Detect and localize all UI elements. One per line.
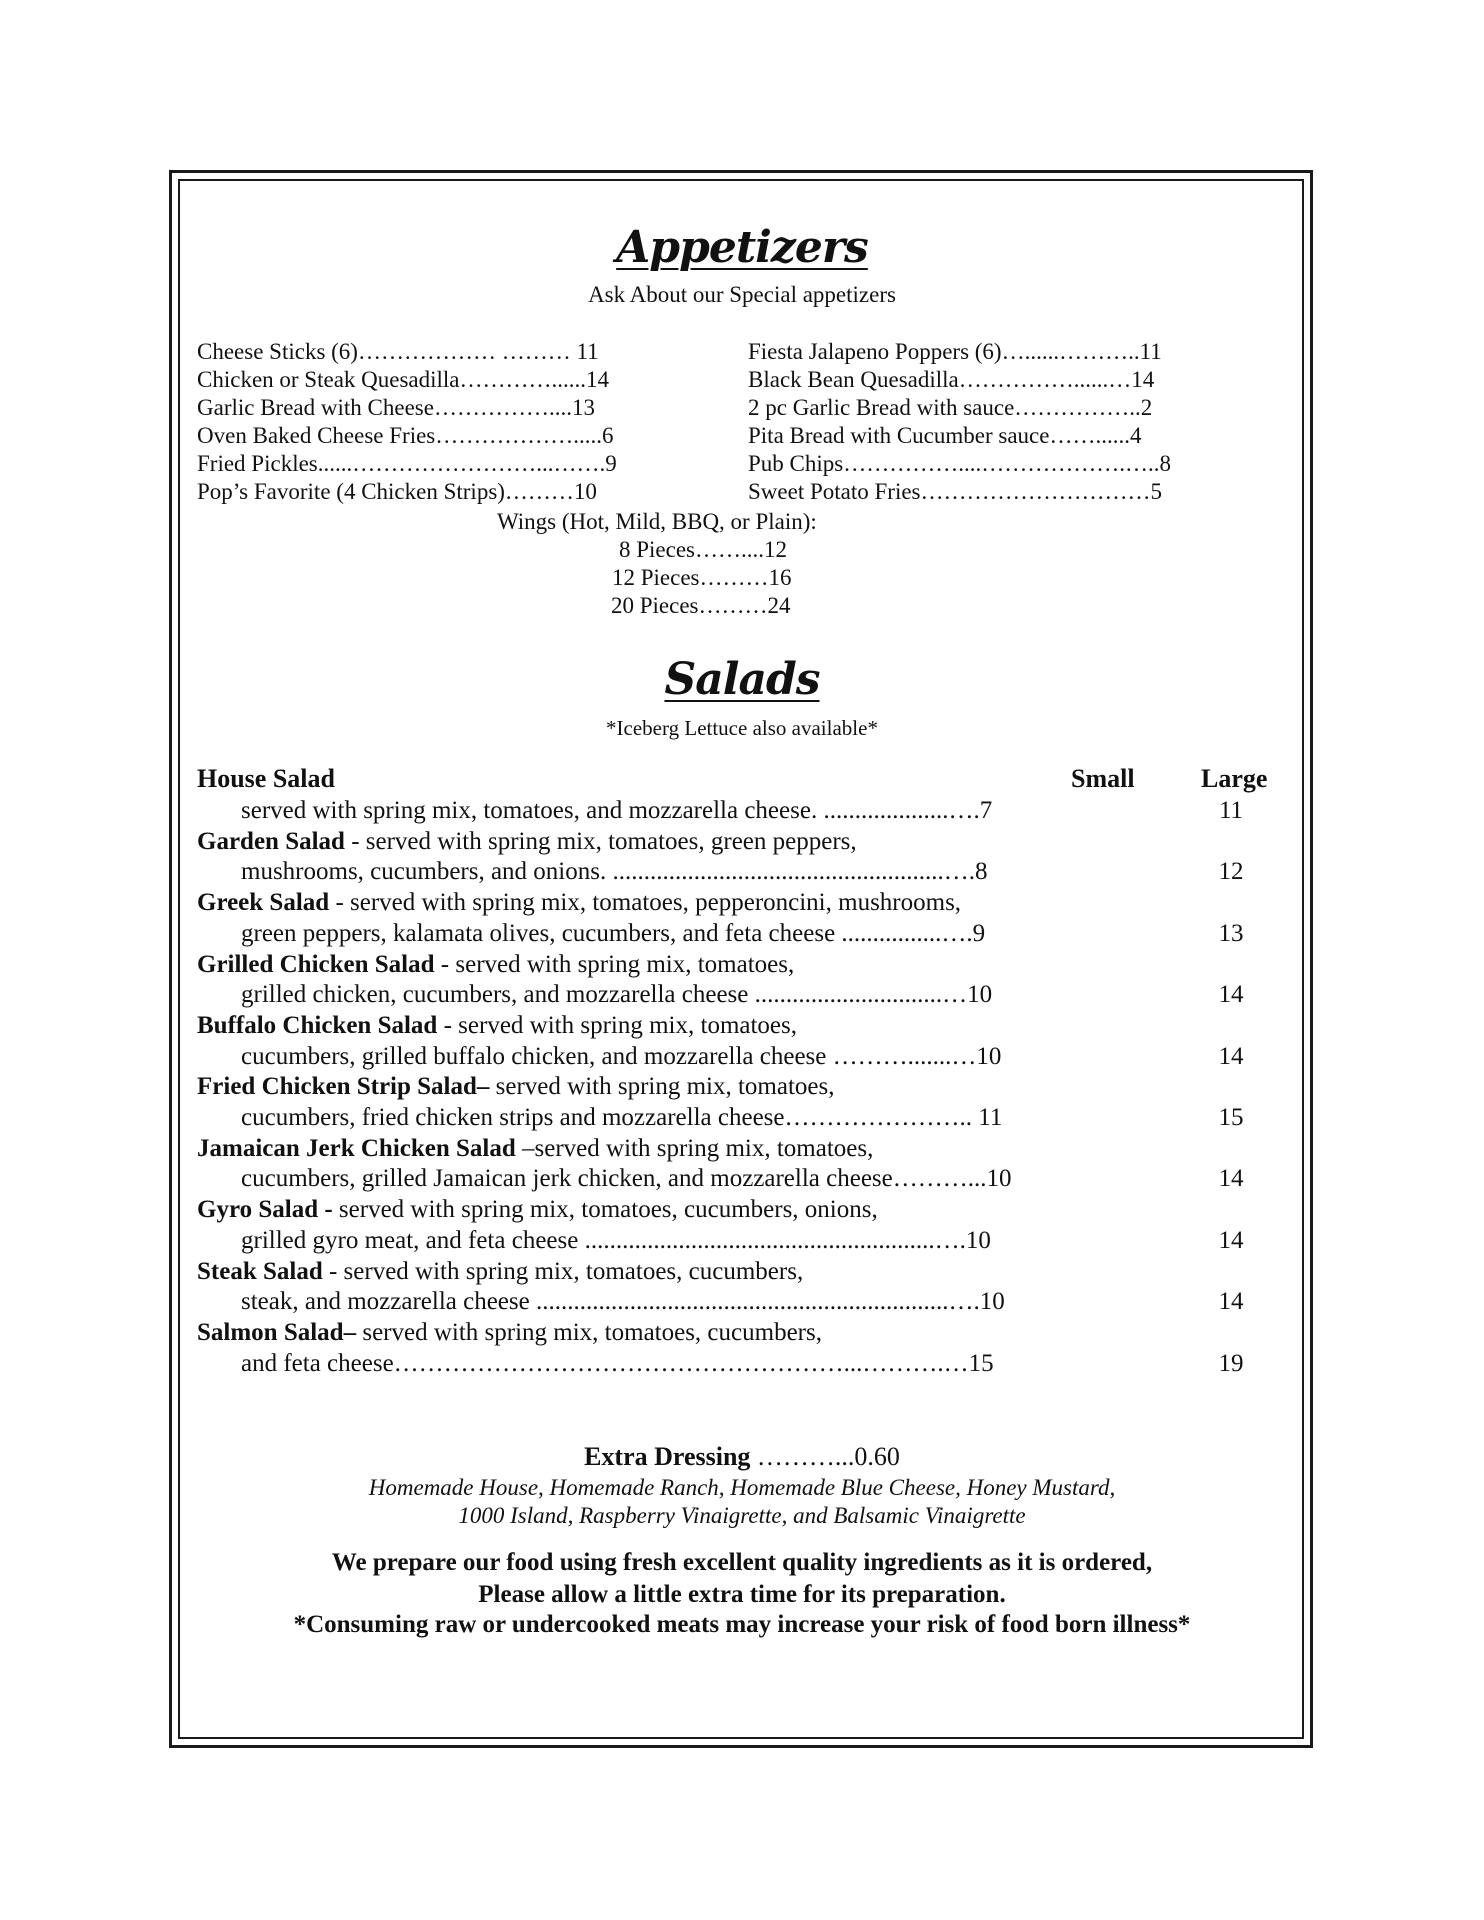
salad-description: cucumbers, grilled Jamaican jerk chicken, and mozzarella cheese………...10: [241, 1165, 1012, 1192]
salad-name: Buffalo Chicken Salad: [197, 1012, 438, 1039]
salad-large-price: 19: [1218, 1350, 1244, 1377]
appetizer-item: Pop’s Favorite (4 Chicken Strips)………10: [197, 479, 597, 504]
salad-name: Steak Salad: [197, 1258, 323, 1285]
salad-name: Fried Chicken Strip Salad–: [197, 1073, 490, 1100]
salad-line: [197, 950, 794, 980]
salad-large-price: 14: [1218, 1288, 1244, 1315]
salad-description: served with spring mix, tomatoes, cucumbers, onions,: [332, 1196, 878, 1223]
appetizer-item: Black Bean Quesadilla……………......…14: [748, 367, 1155, 392]
salad-line: [197, 827, 857, 857]
salad-large-price: 11: [1218, 797, 1244, 824]
salad-name: Garden Salad: [197, 828, 345, 855]
salad-line: [241, 857, 987, 887]
salad-line: [197, 1134, 873, 1164]
salad-line: [241, 919, 985, 949]
salad-description: - served with spring mix, tomatoes, pepperoncini, mushrooms,: [329, 889, 962, 916]
salad-description: and feta cheese………………………………………………...……….…15: [241, 1350, 994, 1377]
salad-large-price: 14: [1218, 1227, 1244, 1254]
appetizer-item: Oven Baked Cheese Fries……………….....6: [197, 423, 614, 448]
salad-name: Salmon Salad–: [197, 1319, 357, 1346]
appetizer-item: Sweet Potato Fries…………………………5: [748, 479, 1162, 504]
appetizer-item: Cheese Sticks (6)……………… ……… 11: [197, 339, 599, 364]
salad-line: [197, 1318, 822, 1348]
salad-name-heading: House Salad: [197, 764, 335, 793]
food-notice: We prepare our food using fresh excellent quality ingredients as it is ordered,: [331, 1549, 1153, 1576]
salad-description: cucumbers, fried chicken strips and mozzarella cheese………………….. 11: [241, 1104, 1003, 1131]
salad-description: steak, and mozzarella cheese ..................................................................….10: [241, 1288, 1005, 1315]
salads-subtitle: *Iceberg Lettuce also available*: [606, 716, 878, 740]
salad-name: Greek Salad: [197, 889, 330, 916]
appetizer-item: Garlic Bread with Cheese……………....13: [197, 395, 595, 420]
salad-line: [197, 1011, 797, 1041]
extra-dressing-title: Extra Dressing: [584, 1442, 751, 1471]
wings-title: Wings (Hot, Mild, BBQ, or Plain):: [497, 509, 817, 534]
appetizer-item: Pub Chips……………....……………….…..8: [748, 451, 1171, 476]
appetizers-heading: Appetizers: [616, 222, 868, 273]
salad-description: - served with spring mix, tomatoes, green peppers,: [344, 828, 857, 855]
salad-name: Gyro Salad -: [197, 1196, 333, 1223]
salads-heading: Salads: [664, 654, 820, 705]
appetizer-item: Pita Bread with Cucumber sauce……......4: [748, 423, 1142, 448]
salad-large-price: 14: [1218, 1043, 1244, 1070]
salad-line: [241, 1103, 1002, 1133]
salad-description: served with spring mix, tomatoes,: [489, 1073, 835, 1100]
salad-line: [241, 796, 992, 826]
salad-large-price: 13: [1218, 920, 1244, 947]
salad-large-price: 15: [1218, 1104, 1244, 1131]
salad-description: green peppers, kalamata olives, cucumbers, and feta cheese ................….9: [241, 920, 986, 947]
dressing-options: 1000 Island, Raspberry Vinaigrette, and Balsamic Vinaigrette: [458, 1503, 1026, 1528]
appetizer-item: Fiesta Jalapeno Poppers (6)…......………..11: [748, 339, 1162, 364]
salad-line: [197, 1195, 878, 1225]
salad-line: [197, 1257, 803, 1287]
salad-description: –served with spring mix, tomatoes,: [515, 1135, 874, 1162]
salad-line: [197, 888, 961, 918]
wings-item: 8 Pieces……....12: [619, 537, 788, 562]
salad-name: Grilled Chicken Salad: [197, 951, 435, 978]
dressing-options: Homemade House, Homemade Ranch, Homemade Blue Cheese, Honey Mustard,: [368, 1475, 1116, 1500]
appetizer-item: Fried Pickles......……………………...…….9: [197, 451, 617, 476]
salad-description: - served with spring mix, tomatoes,: [434, 951, 795, 978]
salad-large-price: 14: [1218, 1165, 1244, 1192]
appetizers-subtitle: Ask About our Special appetizers: [588, 282, 896, 307]
salad-large-price: 12: [1218, 858, 1244, 885]
food-notice: Please allow a little extra time for its preparation.: [478, 1581, 1006, 1608]
salad-description: cucumbers, grilled buffalo chicken, and mozzarella cheese ……….......…10: [241, 1043, 1002, 1070]
raw-food-warning: *Consuming raw or undercooked meats may increase your risk of food born illness*: [293, 1611, 1191, 1638]
appetizers-right-column: [748, 338, 1171, 506]
extra-dressing-price: ………...0.60: [750, 1442, 900, 1471]
salad-description: - served with spring mix, tomatoes, cucumbers,: [322, 1258, 804, 1285]
salad-large-price: 14: [1218, 981, 1244, 1008]
appetizer-item: 2 pc Garlic Bread with sauce……………..2: [748, 395, 1153, 420]
salad-description: mushrooms, cucumbers, and onions. .....................................................….8: [241, 858, 988, 885]
salad-line: [241, 1287, 1005, 1317]
large-column-heading: Large: [1201, 764, 1268, 793]
salad-line: [241, 1226, 991, 1256]
salad-description: grilled gyro meat, and feta cheese ........................................................….10: [241, 1227, 991, 1254]
wings-item: 12 Pieces………16: [612, 565, 792, 590]
salad-description: served with spring mix, tomatoes, cucumbers,: [356, 1319, 822, 1346]
salad-description: grilled chicken, cucumbers, and mozzarella cheese ..............................…10: [241, 981, 993, 1008]
appetizers-left-column: [197, 338, 617, 506]
extra-dressing: [0, 1442, 1484, 1472]
salad-line: [241, 980, 992, 1010]
wings-item: 20 Pieces………24: [611, 593, 791, 618]
salad-description: - served with spring mix, tomatoes,: [437, 1012, 798, 1039]
salad-line: [197, 1072, 835, 1102]
small-column-heading: Small: [1071, 764, 1135, 793]
appetizer-item: Chicken or Steak Quesadilla…………......14: [197, 367, 610, 392]
salad-description: served with spring mix, tomatoes, and mozzarella cheese. ....................….7: [241, 797, 993, 824]
salad-name: Jamaican Jerk Chicken Salad: [197, 1135, 516, 1162]
salad-line: [241, 1349, 994, 1379]
salad-line: [241, 1042, 1001, 1072]
salad-line: [241, 1164, 1012, 1194]
